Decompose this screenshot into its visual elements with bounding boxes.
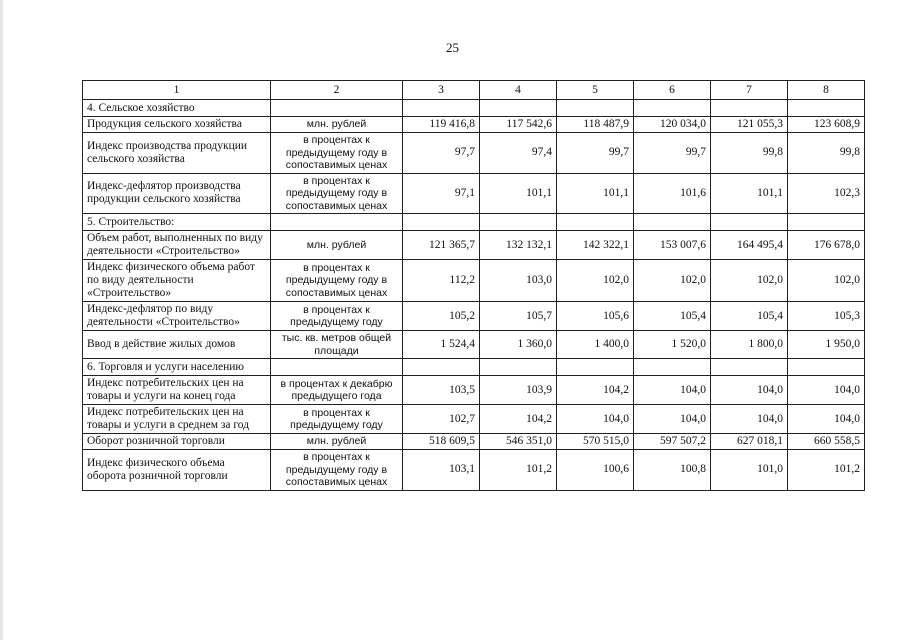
- value-cell: 518 609,5: [403, 434, 480, 450]
- empty-cell: [557, 359, 634, 376]
- value-cell: 104,0: [788, 376, 865, 405]
- value-cell: 102,0: [711, 260, 788, 302]
- value-cell: 660 558,5: [788, 434, 865, 450]
- table-row: [83, 133, 865, 174]
- value-cell: 103,5: [403, 376, 480, 405]
- unit-of-measure: тыс. кв. метров общей площади: [271, 331, 403, 359]
- value-cell: 104,0: [634, 376, 711, 405]
- empty-cell: [271, 100, 403, 117]
- empty-cell: [557, 100, 634, 117]
- value-cell: 97,7: [403, 133, 480, 174]
- indicator-name: Продукция сельского хозяйства: [83, 117, 271, 133]
- indicator-name: Индекс физического объема работ по виду деятельности «Строительство»: [83, 260, 271, 302]
- value-cell: 153 007,6: [634, 231, 711, 260]
- empty-cell: [788, 214, 865, 231]
- value-cell: 97,4: [480, 133, 557, 174]
- empty-cell: [403, 359, 480, 376]
- empty-cell: [271, 359, 403, 376]
- value-cell: 123 608,9: [788, 117, 865, 133]
- value-cell: 101,1: [557, 173, 634, 214]
- value-cell: 570 515,0: [557, 434, 634, 450]
- value-cell: 100,6: [557, 450, 634, 491]
- section-heading-row: [83, 359, 865, 376]
- page-number: 25: [446, 40, 459, 55]
- value-cell: 99,7: [557, 133, 634, 174]
- indicator-name: Индекс производства продукции сельского хозяйства: [83, 133, 271, 174]
- value-cell: 1 520,0: [634, 331, 711, 359]
- value-cell: 101,2: [480, 450, 557, 491]
- empty-cell: [480, 214, 557, 231]
- empty-cell: [788, 100, 865, 117]
- empty-cell: [634, 359, 711, 376]
- indicator-name: Ввод в действие жилых домов: [83, 331, 271, 359]
- value-cell: 105,2: [403, 302, 480, 331]
- empty-cell: [271, 214, 403, 231]
- value-cell: 99,8: [711, 133, 788, 174]
- value-cell: 105,7: [480, 302, 557, 331]
- value-cell: 101,6: [634, 173, 711, 214]
- table-row: [83, 376, 865, 405]
- value-cell: 102,0: [788, 260, 865, 302]
- value-cell: 105,4: [634, 302, 711, 331]
- value-cell: 105,3: [788, 302, 865, 331]
- value-cell: 102,7: [403, 405, 480, 434]
- empty-cell: [711, 214, 788, 231]
- value-cell: 142 322,1: [557, 231, 634, 260]
- value-cell: 597 507,2: [634, 434, 711, 450]
- value-cell: 118 487,9: [557, 117, 634, 133]
- value-cell: 101,0: [711, 450, 788, 491]
- indicator-name: Индекс потребительских цен на товары и услуги на конец года: [83, 376, 271, 405]
- column-number-cell: 6: [634, 81, 711, 100]
- table-row: [83, 260, 865, 302]
- column-number-cell: 2: [271, 81, 403, 100]
- value-cell: 1 950,0: [788, 331, 865, 359]
- value-cell: 99,7: [634, 133, 711, 174]
- column-number-row: [83, 81, 865, 100]
- empty-cell: [634, 100, 711, 117]
- table-row: [83, 331, 865, 359]
- unit-of-measure: в процентах к декабрю предыдущего года: [271, 376, 403, 405]
- value-cell: 97,1: [403, 173, 480, 214]
- column-number-cell: 4: [480, 81, 557, 100]
- indicator-name: Объем работ, выполненных по виду деятельности «Строительство»: [83, 231, 271, 260]
- indicator-name: Индекс-дефлятор по виду деятельности «Строительство»: [83, 302, 271, 331]
- value-cell: 103,0: [480, 260, 557, 302]
- unit-of-measure: в процентах к предыдущему году: [271, 405, 403, 434]
- value-cell: 104,0: [711, 405, 788, 434]
- value-cell: 164 495,4: [711, 231, 788, 260]
- column-number-cell: 7: [711, 81, 788, 100]
- value-cell: 176 678,0: [788, 231, 865, 260]
- value-cell: 105,6: [557, 302, 634, 331]
- value-cell: 102,3: [788, 173, 865, 214]
- value-cell: 1 360,0: [480, 331, 557, 359]
- indicator-name: Оборот розничной торговли: [83, 434, 271, 450]
- value-cell: 102,0: [634, 260, 711, 302]
- column-number-cell: 8: [788, 81, 865, 100]
- value-cell: 546 351,0: [480, 434, 557, 450]
- value-cell: 1 524,4: [403, 331, 480, 359]
- table-row: [83, 117, 865, 133]
- empty-cell: [480, 100, 557, 117]
- value-cell: 105,4: [711, 302, 788, 331]
- value-cell: 103,9: [480, 376, 557, 405]
- value-cell: 102,0: [557, 260, 634, 302]
- unit-of-measure: в процентах к предыдущему году в сопоставимых ценах: [271, 450, 403, 491]
- value-cell: 117 542,6: [480, 117, 557, 133]
- value-cell: 99,8: [788, 133, 865, 174]
- value-cell: 627 018,1: [711, 434, 788, 450]
- value-cell: 1 400,0: [557, 331, 634, 359]
- value-cell: 104,0: [788, 405, 865, 434]
- scan-edge: [0, 0, 3, 640]
- unit-of-measure: в процентах к предыдущему году: [271, 302, 403, 331]
- indicator-name: Индекс физического объема оборота розничной торговли: [83, 450, 271, 491]
- value-cell: 104,0: [634, 405, 711, 434]
- column-number-cell: 1: [83, 81, 271, 100]
- table-row: [83, 302, 865, 331]
- value-cell: 132 132,1: [480, 231, 557, 260]
- empty-cell: [480, 359, 557, 376]
- table-row: [83, 173, 865, 214]
- value-cell: 101,2: [788, 450, 865, 491]
- empty-cell: [557, 214, 634, 231]
- value-cell: 1 800,0: [711, 331, 788, 359]
- value-cell: 119 416,8: [403, 117, 480, 133]
- column-number-cell: 5: [557, 81, 634, 100]
- section-heading: 4. Сельское хозяйство: [83, 100, 271, 117]
- value-cell: 101,1: [711, 173, 788, 214]
- value-cell: 100,8: [634, 450, 711, 491]
- empty-cell: [403, 214, 480, 231]
- forecast-table: [82, 80, 865, 491]
- value-cell: 121 055,3: [711, 117, 788, 133]
- value-cell: 104,2: [557, 376, 634, 405]
- value-cell: 103,1: [403, 450, 480, 491]
- value-cell: 101,1: [480, 173, 557, 214]
- unit-of-measure: млн. рублей: [271, 231, 403, 260]
- value-cell: 121 365,7: [403, 231, 480, 260]
- unit-of-measure: в процентах к предыдущему году в сопоставимых ценах: [271, 133, 403, 174]
- empty-cell: [788, 359, 865, 376]
- section-heading-row: [83, 100, 865, 117]
- empty-cell: [711, 100, 788, 117]
- unit-of-measure: в процентах к предыдущему году в сопоставимых ценах: [271, 173, 403, 214]
- empty-cell: [711, 359, 788, 376]
- indicator-name: Индекс потребительских цен на товары и услуги в среднем за год: [83, 405, 271, 434]
- empty-cell: [634, 214, 711, 231]
- table-row: [83, 434, 865, 450]
- section-heading: 5. Строительство:: [83, 214, 271, 231]
- table-row: [83, 450, 865, 491]
- unit-of-measure: млн. рублей: [271, 117, 403, 133]
- unit-of-measure: млн. рублей: [271, 434, 403, 450]
- table-row: [83, 231, 865, 260]
- value-cell: 112,2: [403, 260, 480, 302]
- section-heading-row: [83, 214, 865, 231]
- indicator-name: Индекс-дефлятор производства продукции сельского хозяйства: [83, 173, 271, 214]
- value-cell: 104,2: [480, 405, 557, 434]
- value-cell: 120 034,0: [634, 117, 711, 133]
- section-heading: 6. Торговля и услуги населению: [83, 359, 271, 376]
- empty-cell: [403, 100, 480, 117]
- value-cell: 104,0: [557, 405, 634, 434]
- unit-of-measure: в процентах к предыдущему году в сопоставимых ценах: [271, 260, 403, 302]
- table-row: [83, 405, 865, 434]
- value-cell: 104,0: [711, 376, 788, 405]
- column-number-cell: 3: [403, 81, 480, 100]
